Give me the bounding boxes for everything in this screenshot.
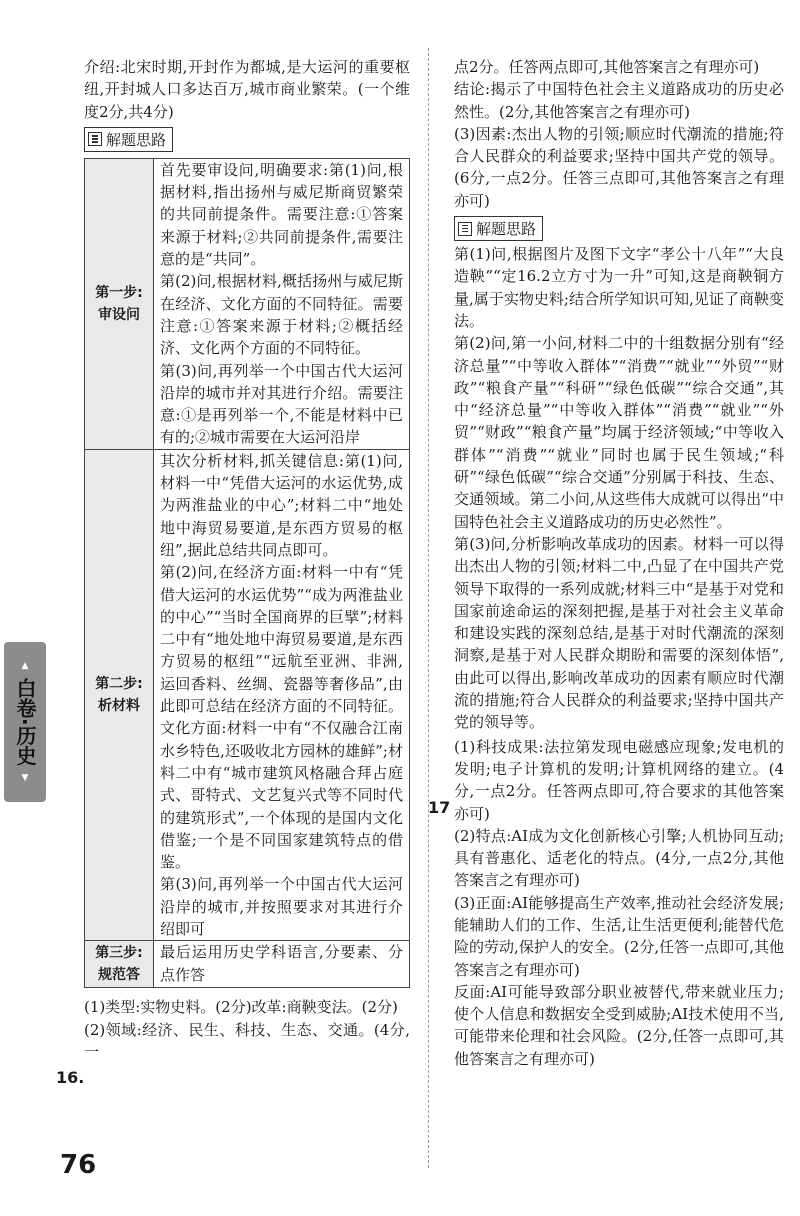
- step-paragraph: 最后运用历史学科语言,分要素、分点作答: [160, 943, 403, 984]
- triangle-up-icon: ▲: [21, 661, 29, 672]
- left-intro: 介绍:北宋时期,开封作为都城,是大运河的重要枢纽,开封城人口多达百万,城市商业繁荣。(一个维度2分,共4分): [84, 58, 410, 121]
- note-icon: [458, 222, 472, 236]
- step-paragraph: 第(2)问,在经济方面:材料一中有“凭借大运河的水运优势”“成为两淮盐业的中心”“当时全国商界的巨擘”;材料二中有“地处地中海贸易要道,是东西方贸易的枢纽”“远航至亚洲、非洲,运回香料、丝绸、瓷器等奢侈品”,由此即可总结在经济方面的不同特征。文化方面:材料一中有“不仅融合江南水乡特色,还吸收北方园林的雄鲜”;材料二中有“城市建筑风格融合拜占庭式、哥特式、文艺复兴式等不同时代的建筑形式”,一个体现的是国内文化借鉴;一个是不同国家建筑特点的借鉴。: [160, 563, 403, 872]
- thinking-paragraph: 第(2)问,第一小问,材料二中的十组数据分别有“经济总量”“中等收入群体”“消费”“就业”“外贸”“财政”“粮食产量”“科研”“绿色低碳”“综合交通”,其中“经济总量”“中等收入群体”“消费”“就业”“外贸”“财政”“粮食产量”均属于经济领域;“中等收入群体”“消费”“就业”同时也属于民生领域;“科研”“绿色低碳”“综合交通”分别属于科技、生态、交通领域。第二小问,从这些伟大成就可以得出“中国特色社会主义道路成功的历史必然性”。: [454, 334, 784, 531]
- step-paragraph: 第(3)问,再列举一个中国古代大运河沿岸的城市,并按照要求对其进行介绍即可: [160, 875, 403, 938]
- step-paragraph: 首先要审设问,明确要求:第(1)问,根据材料,指出扬州与威尼斯商贸繁荣的共同前提条件。需要注意:①答案来源于材料;②共同前提条件,需要注意的是“共同”。: [160, 160, 403, 269]
- q17-paragraph: (2)特点:AI成为文化创新核心引擎;人机协同互动;具有普惠化、适老化的特点。(4分,一点2分,其他答案言之有理亦可): [454, 826, 784, 890]
- thinking-badge: [454, 216, 543, 241]
- step-content: [154, 449, 410, 941]
- step-label: 第三步: 规范答: [85, 941, 154, 988]
- thinking-paragraph: 第(1)问,根据图片及图下文字“孝公十八年”“大良造鞅”“定16.2立方寸为一升”可知,这是商鞅铜方量,属于实物史料;结合所学知识可知,见证了商鞅变法。: [454, 245, 784, 330]
- page-number: 76: [60, 1150, 97, 1180]
- thinking-paragraph: 第(3)问,分析影响改革成功的因素。材料一可以得出杰出人物的引领;材料二中,凸显了在中国共产党领导下取得的一系列成就;材料三中“是基于对党和国家前途命运的深刻把握,是基于对社会主义革命和建设实践的深刻总结,是基于对时代潮流的深刻洞察,是基于对人民群众期盼和需要的深刻体悟”,由此可以得出,影响改革成功的因素有顺应时代潮流的措施;符合人民群众的利益要求;坚持中国共产党的领导等。: [454, 534, 784, 732]
- q17-paragraph: (3)正面:AI能够提高生产效率,推动社会经济发展;能辅助人们的工作、生活,让生活更便利;能替代危险的劳动,保护人的安全。(2分,任答一点即可,其他答案言之有理亦可): [454, 893, 784, 979]
- right-column: [454, 56, 784, 1070]
- answer-paragraph: 结论:揭示了中国特色社会主义道路成功的历史必然性。(2分,其他答案言之有理亦可): [454, 80, 784, 121]
- step-paragraph: 其次分析材料,抓关键信息:第(1)问,材料一中“凭借大运河的水运优势,成为两淮盐业的中心”;材料二中“地处地中海贸易要道,是东西方贸易的枢纽”,据此总结共同点即可。: [160, 451, 403, 559]
- step-content: [154, 158, 410, 449]
- note-icon: [88, 132, 102, 146]
- triangle-down-icon: ▼: [21, 772, 29, 783]
- step-content: [154, 941, 410, 988]
- column-divider: [428, 48, 429, 1168]
- thinking-label: 解题思路: [106, 130, 167, 149]
- step-paragraph: 第(2)问,根据材料,概括扬州与威尼斯在经济、文化方面的不同特征。需要注意:①答案来源于材料;②概括经济、文化两个方面的不同特征。: [160, 272, 403, 358]
- left-column: [84, 56, 410, 1063]
- q17-paragraph: 反面:AI可能导致部分职业被替代,带来就业压力;使个人信息和数据安全受到威胁;AI技术使用不当,可能带来伦理和社会风险。(2分,任答一点即可,其他答案言之有理亦可): [454, 982, 784, 1068]
- thinking-label: 解题思路: [476, 220, 537, 239]
- q17-paragraph: (1)科技成果:法拉第发现电磁感应现象;发电机的发明;电子计算机的发明;计算机网络的建立。(4分,一点2分。任答两点即可,符合要求的其他答案亦可): [454, 737, 784, 823]
- thinking-badge: [84, 127, 173, 152]
- step-label: 第二步: 析材料: [85, 449, 154, 941]
- side-tab-label: 白卷·历史: [13, 678, 37, 766]
- steps-table: [84, 158, 410, 988]
- side-tab: [4, 642, 46, 802]
- q16-number: 16.: [56, 1068, 85, 1087]
- answer-paragraph: 点2分。任答两点即可,其他答案言之有理亦可): [454, 58, 760, 76]
- q16-line: (1)类型:实物史料。(2分)改革:商鞅变法。(2分): [84, 998, 398, 1017]
- q16-line: (2)领域:经济、民生、科技、生态、交通。(4分,一: [84, 1020, 410, 1061]
- step-row: [85, 941, 410, 988]
- q17-number: 17: [428, 798, 451, 817]
- step-row: [85, 158, 410, 449]
- answer-paragraph: (3)因素:杰出人物的引领;顺应时代潮流的措施;符合人民群众的利益要求;坚持中国共产党的领导。(6分,一点2分。任答三点即可,其他答案言之有理亦可): [454, 124, 784, 210]
- step-row: [85, 449, 410, 941]
- step-label: 第一步: 审设问: [85, 158, 154, 449]
- step-paragraph: 第(3)问,再列举一个中国古代大运河沿岸的城市并对其进行介绍。需要注意:①是再列举一个,不能是材料中已有的;②城市需要在大运河沿岸: [160, 361, 403, 447]
